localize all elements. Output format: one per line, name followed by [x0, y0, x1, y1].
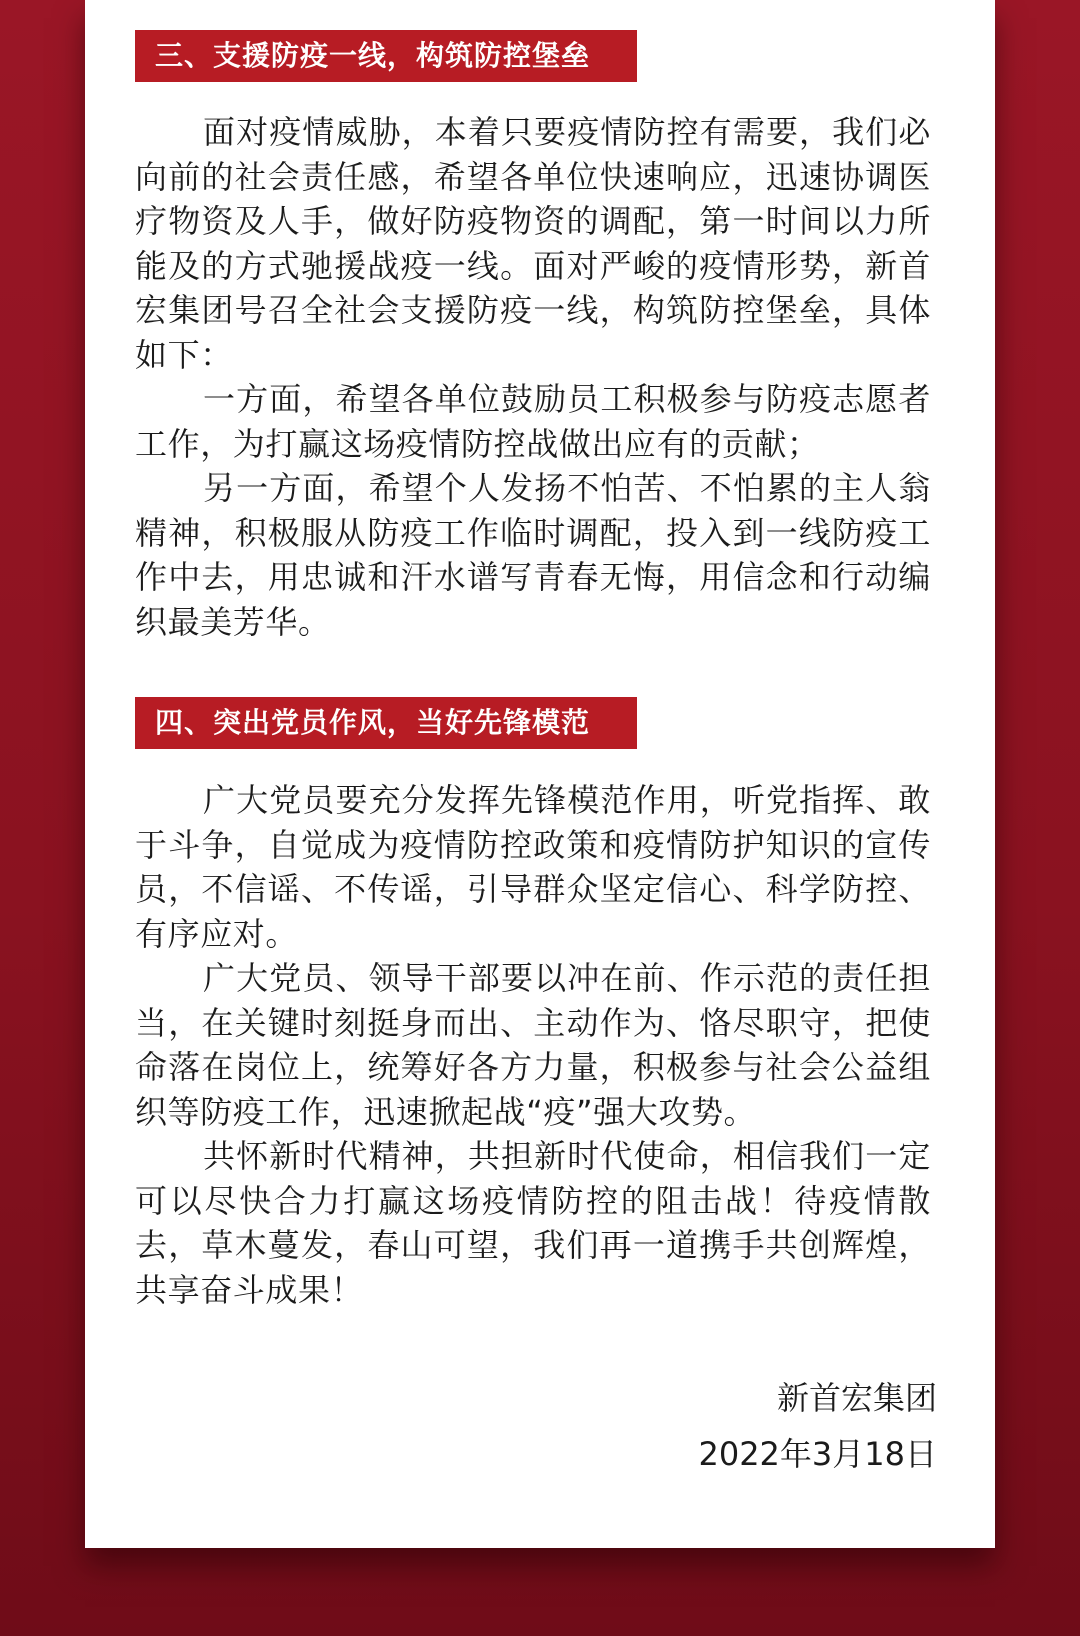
section-3-paragraph-3: 另一方面，希望个人发扬不怕苦、不怕累的主人翁精神，积极服从防疫工作临时调配，投入到一线防疫工作中去，用忠诚和汗水谱写青春无悔，用信念和行动编织最美芳华。: [135, 469, 931, 641]
section-4-paragraph-2: 广大党员、领导干部要以冲在前、作示范的责任担当，在关键时刻挺身而出、主动作为、恪尽职守，把使命落在岗位上，统筹好各方力量，积极参与社会公益组织等防疫工作，迅速掀起战“疫”强大攻势。: [135, 959, 931, 1131]
section-4-paragraph-1: 广大党员要充分发挥先锋模范作用，听党指挥、敢于斗争，自觉成为疫情防控政策和疫情防护知识的宣传员，不信谣、不传谣，引导群众坚定信心、科学防控、有序应对。: [135, 781, 931, 953]
document-paper: [85, 0, 995, 1548]
section-3-paragraph-1: 面对疫情威胁，本着只要疫情防控有需要，我们必向前的社会责任感，希望各单位快速响应，迅速协调医疗物资及人手，做好防疫物资的调配，第一时间以力所能及的方式驰援战疫一线。面对严峻的疫情形势，新首宏集团号召全社会支援防疫一线，构筑防控堡垒，具体如下：: [135, 113, 931, 374]
section-4-heading: 四、突出党员作风，当好先锋模范: [135, 697, 637, 749]
section-3-paragraph-2: 一方面，希望各单位鼓励员工积极参与防疫志愿者工作，为打赢这场疫情防控战做出应有的贡献；: [135, 380, 931, 463]
section-3-heading: 三、支援防疫一线，构筑防控堡垒: [135, 30, 637, 82]
section-4-paragraph-3: 共怀新时代精神，共担新时代使命，相信我们一定可以尽快合力打赢这场疫情防控的阻击战！待疫情散去，草木蔓发，春山可望，我们再一道携手共创辉煌，共享奋斗成果！: [135, 1137, 931, 1309]
signature-organization: 新首宏集团: [776, 1379, 937, 1417]
signature-date: 2022年3月18日: [698, 1435, 937, 1473]
